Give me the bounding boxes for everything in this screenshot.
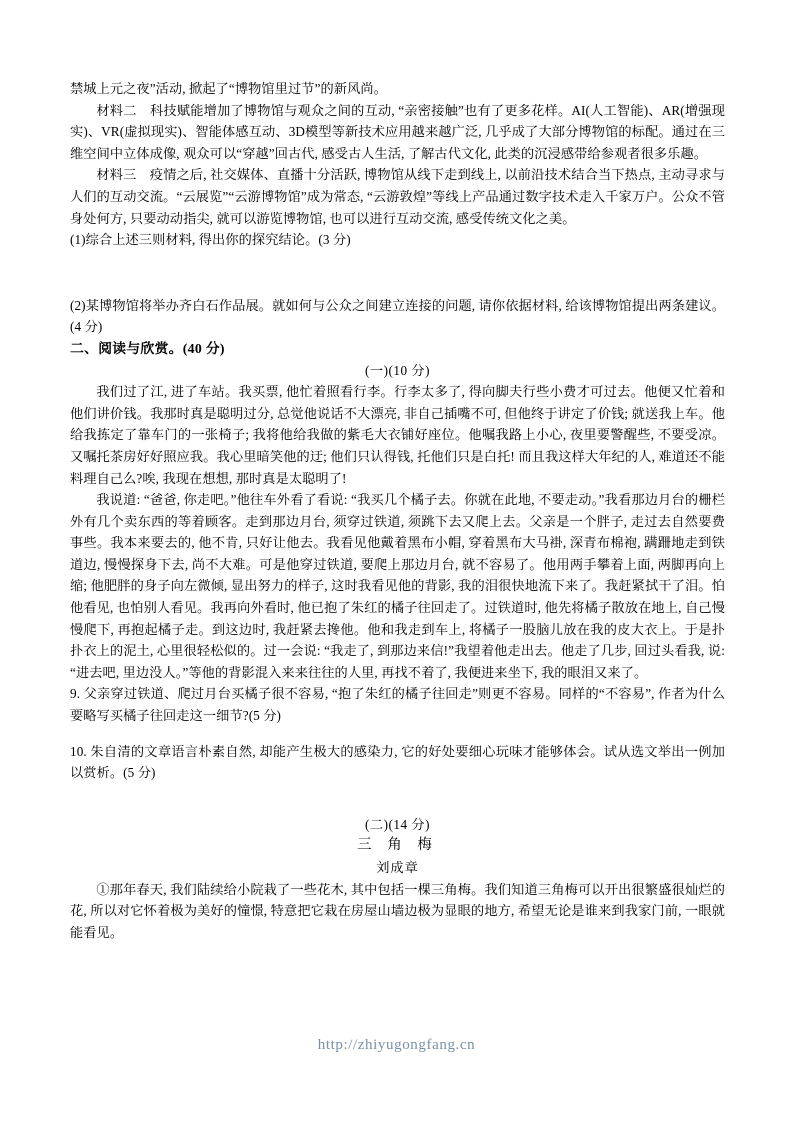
question-1: (1)综合上述三则材料, 得出你的探究结论。(3 分) — [70, 232, 351, 248]
question-10: 10. 朱自清的文章语言朴素自然, 却能产生极大的感染力, 它的好处要细心玩味才能够体会。试从选文举出一例加以赏析。(5 分) — [70, 743, 725, 781]
question-9: 9. 父亲穿过铁道、爬过月台买橘子很不容易, “抱了朱红的橘子往回走”则更不容易。同样的“不容易”, 作者为什么要略写买橘子往回走这一细节?(5 分) — [70, 686, 725, 724]
question-2: (2)某博物馆将举办齐白石作品展。就如何与公众之间建立连接的问题, 请你依据材料, 给该博物馆提出两条建议。(4 分) — [70, 297, 725, 335]
reading-one-paragraph-1: 我们过了江, 进了车站。我买票, 他忙着照看行李。行李太多了, 得向脚夫行些小费才可过去。他便又忙着和他们讲价钱。我那时真是聪明过分, 总觉他说话不大漂亮, 非自己插嘴不可, 但他终于讲定了价钱; 就送我上车。他给我拣定了靠车门的一张椅子; 我将他给我做的紫毛大衣铺好座位。他嘱我路上小心, 夜里要警醒些, 不要受凉。又嘱托茶房好好照应我。我心里暗笑他的迂; 他们只认得钱, 托他们只是白托! 而且我这样大年纪的人, 难道还不能料理自己么?唉, 我现在想想, 那时真是太聪明了! — [70, 384, 725, 486]
watermark: http://zhiyugongfang.cn — [317, 1037, 476, 1053]
paragraph-intro: 禁城上元之夜”活动, 掀起了“博物馆里过节”的新风尚。 — [70, 81, 387, 96]
answer-space-1 — [70, 251, 725, 295]
answer-space-10 — [70, 784, 725, 814]
reading-two-author: 刘成章 — [376, 860, 419, 875]
section-two-heading: 二、阅读与欣赏。(40 分) — [70, 340, 225, 356]
paragraph-material-three: 材料三 疫情之后, 社交媒体、直播十分活跃, 博物馆从线下走到线上, 以前沿技术结合当下热点, 主动寻求与人们的互动交流。“云展览”“云游博物馆”成为常态, “云游敦煌”等线上产品通过数字技术走入千家万户。公众不管身处何方, 只要动动指尖, 就可以游览博物馆, 也可以进行互动交流, 感受传统文化之美。 — [70, 167, 725, 226]
paragraph-material-two: 材料二 科技赋能增加了博物馆与观众之间的互动, “亲密接触”也有了更多花样。AI(人工智能)、AR(增强现实)、VR(虚拟现实)、智能体感互动、3D模型等新技术应用越来越广泛, 几乎成了大部分博物馆的标配。通过在三维空间中立体成像, 观众可以“穿越”回古代, 感受古人生活, 了解古代文化, 此类的沉浸感带给参观者很多乐趣。 — [70, 102, 725, 161]
reading-one-paragraph-2: 我说道: “爸爸, 你走吧。”他往车外看了看说: “我买几个橘子去。你就在此地, 不要走动。”我看那边月台的栅栏外有几个卖东西的等着顾客。走到那边月台, 须穿过铁道, 须跳下去又爬上去。父亲是一个胖子, 走过去自然要费事些。我本来要去的, 他不肯, 只好让他去。我看见他戴着黑布小帽, 穿着黑布大马褂, 深青布棉袍, 蹒跚地走到铁道边, 慢慢探身下去, 尚不大难。可是他穿过铁道, 要爬上那边月台, 就不容易了。他用两手攀着上面, 两脚再向上缩; 他肥胖的身子向左微倾, 显出努力的样子, 这时我看见他的背影, 我的泪很快地流下来了。我赶紧拭干了泪。怕他看见, 也怕别人看见。我再向外看时, 他已抱了朱红的橘子往回走了。过铁道时, 他先将橘子散放在地上, 自己慢慢爬下, 再抱起橘子走。到这边时, 我赶紧去搀他。他和我走到车上, 将橘子一股脑儿放在我的皮大衣上。于是扑扑衣上的泥土, 心里很轻松似的。过一会说: “我走了, 到那边来信!”我望着他走出去。他走了几步, 回过头看我, 说: “进去吧, 里边没人。”等他的背影混入来来往往的人里, 再找不着了, 我便进来坐下, 我的眼泪又来了。 — [70, 492, 725, 680]
subsection-one-label: (一)(10 分) — [365, 362, 430, 378]
answer-space-9 — [70, 727, 725, 741]
subsection-two-label: (二)(14 分) — [365, 816, 430, 832]
reading-two-title: 三 角 梅 — [357, 837, 438, 854]
reading-two-paragraph-1: ①那年春天, 我们陆续给小院栽了一些花木, 其中包括一棵三角梅。我们知道三角梅可以开出很繁盛很灿烂的花, 所以对它怀着极为美好的憧憬, 特意把它栽在房屋山墙边极为显眼的地方, 希望无论是谁来到我家门前, 一眼就能看见。 — [70, 881, 725, 940]
